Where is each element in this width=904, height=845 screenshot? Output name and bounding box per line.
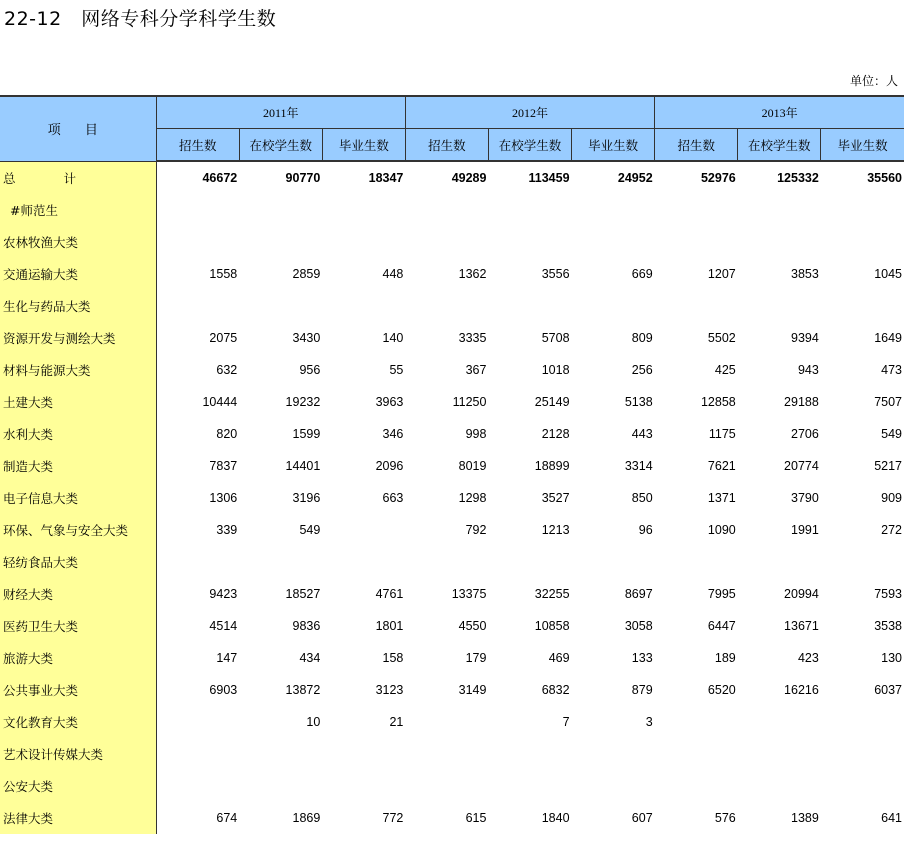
table-cell: 3556 (541, 267, 570, 281)
table-cell: 1991 (791, 523, 819, 537)
table-cell (322, 514, 405, 546)
table-cell: 5138 (624, 395, 653, 409)
table-cell: 879 (631, 683, 653, 697)
table-cell (655, 194, 738, 226)
table-cell: 6037 (874, 683, 902, 697)
row-label: 公共事业大类 (0, 674, 156, 706)
table-cell: 52976 (700, 171, 736, 185)
table-cell: 11250 (452, 395, 487, 409)
table-row (0, 226, 904, 258)
row-label: 资源开发与测绘大类 (0, 322, 156, 354)
table-cell (821, 738, 904, 770)
table-cell (821, 226, 904, 258)
table-cell: 10444 (202, 395, 238, 409)
table-cell: 18347 (368, 171, 404, 185)
table-cell: 434 (299, 651, 321, 665)
table-cell (572, 546, 655, 578)
table-cell: 140 (382, 331, 404, 345)
table-cell: 24952 (617, 171, 653, 185)
table-body (0, 161, 904, 834)
table-cell: 32255 (534, 587, 570, 601)
table-cell: 1599 (292, 427, 321, 441)
table-row (0, 770, 904, 802)
table-cell: 1869 (292, 811, 321, 825)
table-cell (738, 706, 821, 738)
table-cell (738, 290, 821, 322)
table-cell: 7995 (707, 587, 736, 601)
table-cell: 423 (797, 651, 819, 665)
table-cell: 19232 (285, 395, 321, 409)
table-cell: 473 (881, 363, 902, 377)
table-cell (738, 194, 821, 226)
table-cell (488, 546, 571, 578)
table-cell: 8019 (458, 459, 487, 473)
table-cell (655, 546, 738, 578)
row-label: 材料与能源大类 (0, 354, 156, 386)
table-row (0, 514, 904, 546)
row-label: 农林牧渔大类 (0, 226, 156, 258)
table-row (0, 706, 904, 738)
table-cell: 1298 (458, 491, 487, 505)
table-row (0, 674, 904, 706)
table-cell: 2096 (375, 459, 404, 473)
table-cell (405, 706, 488, 738)
table-cell: 6903 (209, 683, 238, 697)
table-cell (821, 546, 904, 578)
table-cell: 46672 (202, 171, 238, 185)
table-cell: 3314 (624, 459, 653, 473)
table-cell: 7621 (707, 459, 736, 473)
row-label: 总 计 (0, 161, 156, 194)
col-header-graduates: 毕业生数 (821, 129, 904, 162)
table-cell: 346 (382, 427, 404, 441)
table-cell: 1558 (209, 267, 238, 281)
table-cell: 96 (638, 523, 653, 537)
table-row (0, 354, 904, 386)
table-cell: 90770 (285, 171, 321, 185)
table-cell: 256 (631, 363, 653, 377)
table-cell (405, 738, 488, 770)
table-row (0, 610, 904, 642)
row-label: 公安大类 (0, 770, 156, 802)
table-cell (405, 194, 488, 226)
unit-label: 单位：人 (849, 74, 898, 88)
table-cell: 8697 (624, 587, 653, 601)
row-label: 法律大类 (0, 802, 156, 834)
table-cell (239, 546, 322, 578)
table-cell (738, 770, 821, 802)
table-cell: 3149 (458, 683, 487, 697)
table-cell: 850 (631, 491, 653, 505)
table-row (0, 546, 904, 578)
table-cell: 1306 (209, 491, 238, 505)
row-label: 环保、气象与安全大类 (0, 514, 156, 546)
table-cell: 3963 (375, 395, 404, 409)
table-cell: 809 (631, 331, 653, 345)
table-cell (821, 770, 904, 802)
table-cell: 4761 (375, 587, 404, 601)
table-cell: 1371 (707, 491, 736, 505)
table-row (0, 802, 904, 834)
row-label: 制造大类 (0, 450, 156, 482)
table-cell: 9423 (209, 587, 238, 601)
table-cell (156, 770, 239, 802)
table-cell: 3058 (624, 619, 653, 633)
table-row (0, 322, 904, 354)
table-cell: 18527 (285, 587, 321, 601)
table-cell (322, 226, 405, 258)
table-cell: 607 (631, 811, 653, 825)
row-label: 水利大类 (0, 418, 156, 450)
table-cell: 1090 (707, 523, 736, 537)
table-cell (156, 546, 239, 578)
table-cell (322, 738, 405, 770)
table-cell: 5502 (707, 331, 736, 345)
row-label: 医药卫生大类 (0, 610, 156, 642)
table-cell: 13872 (285, 683, 321, 697)
table-cell (239, 226, 322, 258)
table-cell: 7593 (874, 587, 902, 601)
item-header: 项 目 (0, 96, 156, 161)
table-cell: 55 (389, 363, 404, 377)
table-cell: 5708 (541, 331, 570, 345)
table-cell: 4514 (209, 619, 238, 633)
table-cell: 3790 (791, 491, 819, 505)
table-row (0, 418, 904, 450)
table-cell: 3123 (375, 683, 404, 697)
row-label: 艺术设计传媒大类 (0, 738, 156, 770)
table-cell: 14401 (285, 459, 321, 473)
table-cell: 669 (631, 267, 653, 281)
table-cell (488, 290, 571, 322)
table-cell (156, 290, 239, 322)
year-header-2011: 2011年 (156, 96, 405, 129)
row-label: 生化与药品大类 (0, 290, 156, 322)
table-cell: 272 (881, 523, 902, 537)
table-cell (655, 290, 738, 322)
table-cell (239, 738, 322, 770)
table-cell: 943 (797, 363, 819, 377)
row-label: #师范生 (0, 194, 156, 226)
table-cell (156, 738, 239, 770)
table-cell (488, 194, 571, 226)
table-row (0, 578, 904, 610)
table-cell: 956 (299, 363, 321, 377)
table-cell: 25149 (534, 395, 570, 409)
table-cell: 1840 (541, 811, 570, 825)
table-cell: 425 (714, 363, 736, 377)
table-cell: 909 (881, 491, 902, 505)
table-cell: 29188 (784, 395, 819, 409)
table-cell (322, 546, 405, 578)
table-cell: 2128 (541, 427, 570, 441)
col-header-graduates: 毕业生数 (322, 129, 405, 162)
table-cell: 443 (631, 427, 653, 441)
table-cell: 3335 (458, 331, 487, 345)
table-cell: 133 (631, 651, 653, 665)
table-cell (156, 194, 239, 226)
table-cell: 20994 (784, 587, 819, 601)
table-cell: 615 (465, 811, 487, 825)
table-cell: 792 (465, 523, 487, 537)
table-cell: 130 (881, 651, 902, 665)
row-label: 交通运输大类 (0, 258, 156, 290)
table-cell (655, 706, 738, 738)
table-row (0, 482, 904, 514)
table-cell: 7 (562, 715, 570, 729)
table-cell: 7837 (209, 459, 238, 473)
table-cell: 5217 (874, 459, 902, 473)
table-cell: 1045 (874, 267, 902, 281)
col-header-enrolled: 在校学生数 (738, 129, 821, 162)
table-row (0, 258, 904, 290)
table-cell: 2075 (209, 331, 238, 345)
table-cell (572, 738, 655, 770)
table-cell: 3430 (292, 331, 321, 345)
table-cell (405, 290, 488, 322)
table-row (0, 386, 904, 418)
table-cell (239, 770, 322, 802)
table-cell (821, 290, 904, 322)
year-header-2013: 2013年 (655, 96, 904, 129)
table-cell: 3538 (874, 619, 902, 633)
table-cell (488, 770, 571, 802)
row-label: 电子信息大类 (0, 482, 156, 514)
table-cell: 820 (216, 427, 238, 441)
table-cell: 10858 (534, 619, 570, 633)
table-cell: 158 (382, 651, 404, 665)
table-cell: 1175 (708, 427, 736, 441)
table-cell: 189 (714, 651, 736, 665)
table-cell (572, 290, 655, 322)
table-cell (655, 770, 738, 802)
table-cell: 9394 (791, 331, 819, 345)
table-cell (405, 226, 488, 258)
table-cell: 12858 (700, 395, 736, 409)
table-cell: 3 (645, 715, 653, 729)
row-label: 财经大类 (0, 578, 156, 610)
table-cell (738, 546, 821, 578)
data-table (0, 95, 904, 834)
table-cell: 576 (714, 811, 736, 825)
table-cell (405, 546, 488, 578)
table-cell: 998 (465, 427, 487, 441)
table-cell: 6520 (707, 683, 736, 697)
table-cell: 147 (216, 651, 238, 665)
row-label: 土建大类 (0, 386, 156, 418)
table-cell: 6832 (541, 683, 570, 697)
col-header-enrolled: 在校学生数 (488, 129, 571, 162)
page-title: 22-12 网络专科分学科学生数 (4, 8, 277, 30)
table-cell (322, 290, 405, 322)
col-header-graduates: 毕业生数 (572, 129, 655, 162)
table-cell: 641 (881, 811, 902, 825)
table-row (0, 161, 904, 194)
table-cell: 4550 (458, 619, 487, 633)
table-cell: 1362 (458, 267, 487, 281)
table-cell (821, 194, 904, 226)
table-row (0, 194, 904, 226)
table-cell: 21 (389, 715, 404, 729)
table-cell (572, 226, 655, 258)
row-label: 文化教育大类 (0, 706, 156, 738)
table-cell (322, 194, 405, 226)
table-cell: 10 (306, 715, 321, 729)
table-row (0, 290, 904, 322)
table-cell: 35560 (867, 171, 902, 185)
col-header-enrollment: 招生数 (655, 129, 738, 162)
table-cell (738, 226, 821, 258)
table-cell (655, 738, 738, 770)
table-cell: 1801 (375, 619, 404, 633)
col-header-enrolled: 在校学生数 (239, 129, 322, 162)
table-cell: 125332 (777, 171, 819, 185)
table-cell: 16216 (784, 683, 819, 697)
table-cell: 3527 (541, 491, 570, 505)
table-cell (655, 226, 738, 258)
table-cell: 549 (881, 427, 902, 441)
col-header-enrollment: 招生数 (156, 129, 239, 162)
table-cell: 632 (216, 363, 238, 377)
table-cell: 6447 (707, 619, 736, 633)
table-cell: 1389 (791, 811, 819, 825)
table-cell: 3853 (791, 267, 819, 281)
table-cell (738, 738, 821, 770)
table-row (0, 642, 904, 674)
table-cell: 13671 (784, 619, 819, 633)
table-cell: 448 (382, 267, 404, 281)
row-label: 旅游大类 (0, 642, 156, 674)
table-cell (405, 770, 488, 802)
table-cell: 674 (216, 811, 238, 825)
table-cell (239, 194, 322, 226)
table-cell: 179 (465, 651, 487, 665)
table-cell: 13375 (451, 587, 487, 601)
year-header-2012: 2012年 (405, 96, 654, 129)
table-cell: 549 (299, 523, 321, 537)
table-cell: 7507 (874, 395, 902, 409)
table-cell: 3196 (292, 491, 321, 505)
table-cell: 1213 (541, 523, 570, 537)
table-cell: 1018 (541, 363, 570, 377)
table-row (0, 738, 904, 770)
table-cell (156, 226, 239, 258)
table-cell: 2859 (292, 267, 321, 281)
table-cell (572, 770, 655, 802)
table-cell: 367 (465, 363, 487, 377)
row-label: 轻纺食品大类 (0, 546, 156, 578)
table-cell: 20774 (784, 459, 819, 473)
table-row (0, 450, 904, 482)
table-cell (322, 770, 405, 802)
table-cell: 49289 (451, 171, 487, 185)
table-cell: 113459 (528, 171, 570, 185)
table-cell (239, 290, 322, 322)
table-cell: 339 (216, 523, 238, 537)
table-cell (488, 226, 571, 258)
table-cell (821, 706, 904, 738)
table-cell (572, 194, 655, 226)
table-cell (488, 738, 571, 770)
table-cell: 772 (382, 811, 404, 825)
table-cell: 1649 (874, 331, 902, 345)
table-cell: 9836 (292, 619, 321, 633)
table-cell (156, 706, 239, 738)
table-cell: 1207 (707, 267, 736, 281)
table-cell: 663 (382, 491, 404, 505)
table-cell: 18899 (534, 459, 570, 473)
table-cell: 2706 (791, 427, 819, 441)
table-cell: 469 (548, 651, 570, 665)
col-header-enrollment: 招生数 (405, 129, 488, 162)
